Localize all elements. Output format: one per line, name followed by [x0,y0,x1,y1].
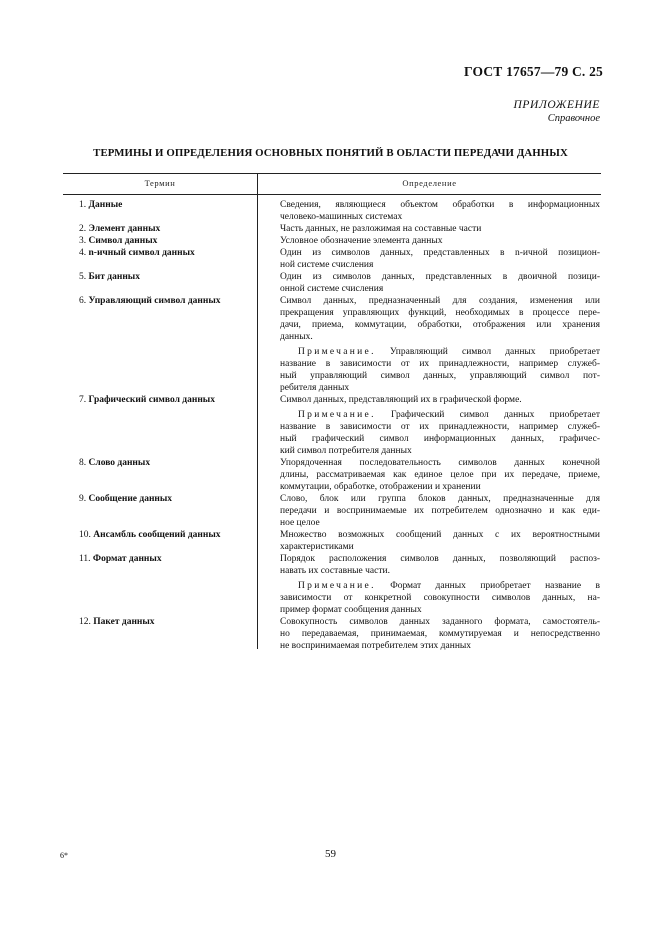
note-line [280,346,600,358]
definition-cell [280,295,600,394]
note-label: Примечание. [298,347,376,357]
definition-line: Условное обозначение элемента данных [280,236,443,246]
note-line: ный графический символ информационных данных, графичес- [280,434,600,444]
definition-line: Слово, блок или группа блоков данных, предназначенные для [280,494,600,504]
definition-line: ное целое [280,518,320,528]
definition-line: навать их составные части. [280,566,390,576]
term-name: Слово данных [88,458,151,468]
definition-cell [280,616,600,652]
term-cell [79,199,257,211]
term-cell [79,493,257,505]
term-name: Бит данных [88,272,140,282]
term-number: 3. [79,236,87,246]
table-top-rule [63,173,601,174]
definition-line: не воспринимаемая потребителем этих данных [280,641,472,651]
definition-cell [280,553,600,616]
term-number: 10. [79,530,91,540]
note-line [280,580,600,592]
note-label: Примечание. [298,581,376,591]
term-name: Данные [88,200,123,210]
page-title: ТЕРМИНЫ И ОПРЕДЕЛЕНИЯ ОСНОВНЫХ ПОНЯТИЙ В ОБЛАСТИ ПЕРЕДАЧИ ДАННЫХ [93,147,568,159]
term-name: Графический символ данных [88,395,215,405]
term-name: Элемент данных [88,224,161,234]
note-line: название в зависимости от их принадлежности, например служеб- [280,359,600,369]
term-cell [79,271,257,283]
definition-cell [280,271,600,295]
note-line: название в зависимости от их принадлежности, например служеб- [280,422,600,432]
term-number: 7. [79,395,87,405]
definition-line: Порядок расположения символов данных, позволяющий распоз- [280,554,600,564]
definition-cell [280,529,600,553]
term-number: 5. [79,272,87,282]
term-name: Управляющий символ данных [88,296,221,306]
term-name: Ансамбль сообщений данных [93,530,221,540]
column-header-term: Термин [144,178,176,188]
term-cell [79,529,257,541]
term-cell [79,457,257,469]
definition-cell [280,199,600,223]
definition-line: характеристиками [280,542,354,552]
term-name: Формат данных [92,554,162,564]
term-cell [79,223,257,235]
definition-line: Часть данных, не разложимая на составные части [280,224,482,234]
term-number: 12. [79,617,91,627]
definition-line: прекращения управляющих функций, необходимых в процессе пере- [280,308,600,318]
appendix-type: Справочное [547,113,600,124]
definition-line: Совокупность символов данных заданного формата, самостоятель- [280,617,600,627]
term-cell [79,235,257,247]
definition-line: Сведения, являющиеся объектом обработки в информационных [280,200,600,210]
page-number: 59 [325,848,336,860]
definition-line: Один из символов данных, представленных в n-ичной позицион- [280,248,600,258]
definition-line: дачи, приема, коммутации, обработки, отображения или хранения [280,320,600,330]
definition-line: длины, рассматриваемая как единое целое при их передаче, приеме, [280,470,600,480]
definition-line: Упорядоченная последовательность символов данных конечной [280,458,600,468]
definition-line: Символ данных, предназначенный для создания, изменения или [280,296,600,306]
definition-cell [280,493,600,529]
definition-line: но передаваемая, принимаемая, коммутируемая и непосредственно [280,629,600,639]
term-name: Символ данных [88,236,158,246]
note-line: зависимости от конкретной совокупности символов данных, на- [280,593,600,603]
note-text: Графический символ данных приобретает [391,410,601,420]
term-name: Сообщение данных [88,494,173,504]
term-cell [79,295,257,307]
signature-mark: 6* [60,851,68,860]
term-number: 6. [79,296,87,306]
note-line: кий символ потребителя данных [280,446,412,456]
term-name: n-ичный символ данных [88,248,195,258]
definition-cell [280,223,600,235]
table-header-rule [63,194,601,195]
definition-cell [280,247,600,271]
definition-cell [280,457,600,493]
note-label: Примечание. [298,410,376,420]
definition-line: Множество возможных сообщений данных с их вероятностными [280,530,600,540]
definition-line: онной системе счисления [280,284,384,294]
term-cell [79,553,257,565]
definition-cell [280,235,600,247]
term-name: Пакет данных [93,617,155,627]
term-number: 11. [79,554,91,564]
term-number: 8. [79,458,87,468]
appendix-block [514,99,600,125]
definition-line: Символ данных, представляющий их в графической форме. [280,395,522,405]
note-line [280,409,600,421]
appendix-label: ПРИЛОЖЕНИЕ [513,99,600,111]
definition-line: коммутации, обработке, отображении и хранении [280,482,481,492]
term-cell [79,616,257,628]
definition-cell [280,394,600,457]
standard-code: ГОСТ 17657—79 С. 25 [464,64,603,79]
terms-table [63,173,601,649]
definition-line: Один из символов данных, представленных в двоичной позици- [280,272,600,282]
definition-line: человеко-машинных системах [280,212,403,222]
note-text: Управляющий символ данных приобретает [389,347,601,357]
term-number: 1. [79,200,87,210]
definition-line: ной системе счисления [280,260,374,270]
term-number: 9. [79,494,87,504]
note-text: Формат данных приобретает название в [390,581,601,591]
column-header-definition: Определение [402,178,457,188]
term-number: 4. [79,248,87,258]
table-column-divider [257,173,258,649]
note-line: ный управляющий символ данных, управляющий символ пот- [280,371,600,381]
term-cell [79,394,257,406]
note-line: ребителя данных [280,383,350,393]
term-cell [79,247,257,259]
note-line: пример формат сообщения данных [280,605,422,615]
definition-line: данных. [280,332,313,342]
term-number: 2. [79,224,87,234]
definition-line: передачи и воспринимаемые их потребителем однозначно и как еди- [280,506,600,516]
